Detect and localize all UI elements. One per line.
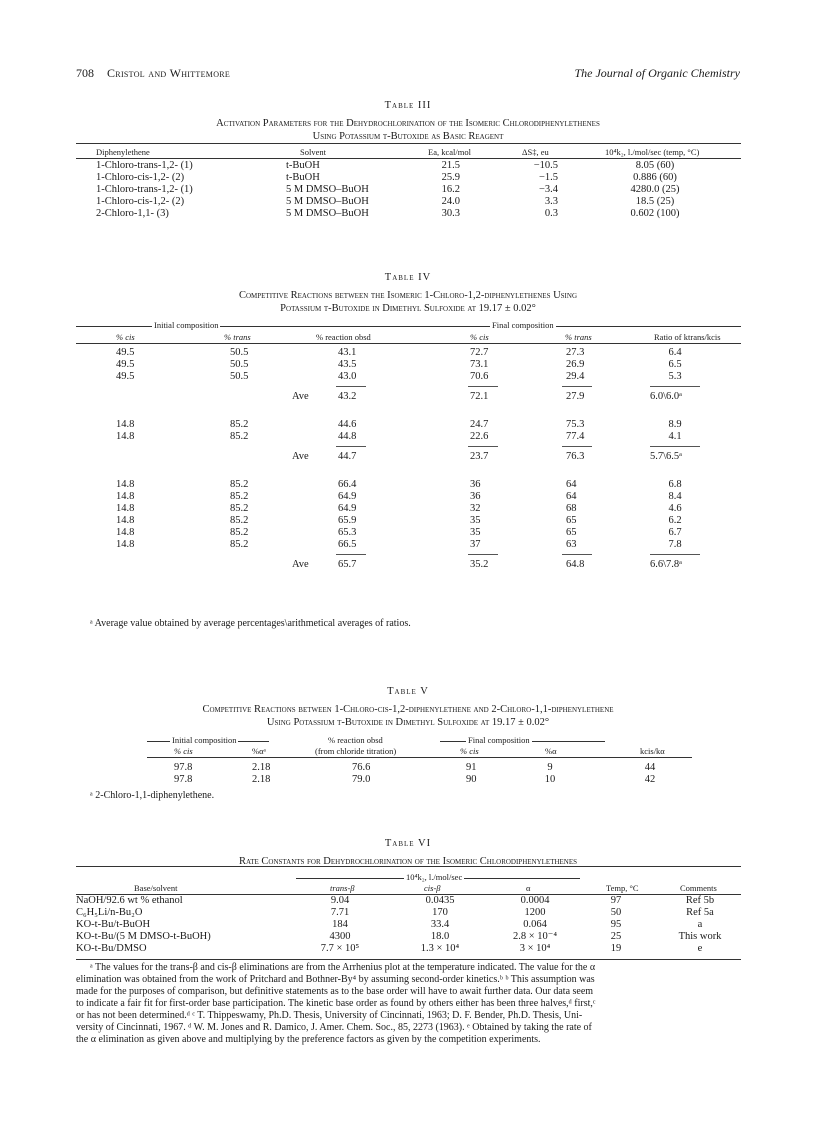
- table-cell: 0.0004: [520, 895, 550, 906]
- table-cell: 32: [470, 503, 481, 514]
- table-cell: 75.3: [566, 419, 585, 430]
- table-cell: 27.3: [566, 347, 585, 358]
- table-cell: 43.5: [338, 359, 357, 370]
- col-header: trans-β: [330, 883, 355, 893]
- table-iii: [0, 100, 816, 219]
- table-cell: 170: [432, 907, 448, 918]
- col-header: Base/solvent: [134, 883, 178, 893]
- table-cell: 49.5: [116, 371, 135, 382]
- table-caption: Using Potassium t-Butoxide in Dimethyl Sulfoxide at 19.17 ± 0.02°: [266, 717, 550, 728]
- table-cell: 7.8: [668, 539, 682, 550]
- table-cell: 30.3: [441, 208, 460, 219]
- rule: [650, 554, 700, 555]
- rule: [336, 386, 366, 387]
- table-cell: e: [697, 943, 703, 954]
- table-cell: 65: [566, 527, 577, 538]
- table-row: [0, 359, 816, 371]
- table-cell: 64: [566, 479, 577, 490]
- table-cell: 6.0\6.0ᵃ: [650, 391, 683, 402]
- table-row: [0, 943, 816, 955]
- table-cell: 85.2: [230, 503, 249, 514]
- table-cell: 65.3: [338, 527, 357, 538]
- table-cell: 8.9: [668, 419, 682, 430]
- table-cell: 90: [466, 774, 477, 785]
- table-footnote: ᵃ Average value obtained by average percentages\arithmetical averages of ratios.: [90, 618, 411, 629]
- col-header: α: [526, 883, 531, 893]
- table-cell: 2.18: [252, 774, 271, 785]
- table-title: Table IV: [384, 272, 432, 283]
- table-cell: 1-Chloro-cis-1,2- (2): [96, 196, 185, 207]
- table-cell: Ave: [292, 391, 309, 402]
- table-cell: 65.7: [338, 559, 357, 570]
- table-cell: KO-t-Bu/t-BuOH: [76, 919, 151, 930]
- table-cell: 43.0: [338, 371, 357, 382]
- col-header: %αᵃ: [252, 746, 266, 756]
- table-row: [0, 172, 816, 184]
- table-cell: 44: [644, 762, 656, 773]
- table-cell: 1-Chloro-trans-1,2- (1): [96, 184, 193, 195]
- col-header: Ratio of ktrans/kcis: [654, 332, 721, 342]
- table-iv: [0, 272, 816, 629]
- table-row: [0, 774, 816, 786]
- table-cell: 66.4: [338, 479, 357, 490]
- table-cell: 14.8: [116, 539, 135, 550]
- rule: [336, 554, 366, 555]
- table-cell: 85.2: [230, 515, 249, 526]
- table-row: [0, 160, 816, 172]
- table-cell: −1.5: [538, 172, 558, 183]
- table-cell: 64.9: [338, 503, 357, 514]
- table-cell: 25: [610, 931, 622, 942]
- table-caption: Competitive Reactions between the Isomeric 1-Chloro-1,2-diphenylethenes Using: [238, 290, 577, 301]
- table-cell: 3.3: [544, 196, 558, 207]
- col-header: % trans: [565, 332, 592, 342]
- table-cell: 22.6: [470, 431, 489, 442]
- table-row: [0, 762, 816, 774]
- table-cell: 4.1: [668, 431, 682, 442]
- group-label: Final composition: [468, 735, 530, 745]
- table-cell: 97: [610, 895, 622, 906]
- table-cell: 2.18: [252, 762, 271, 773]
- rule: [468, 554, 498, 555]
- rule: [650, 446, 700, 447]
- table-cell: 19: [610, 943, 622, 954]
- running-header-left: [76, 66, 230, 81]
- col-header: % cis: [116, 332, 135, 342]
- table-cell: 14.8: [116, 527, 135, 538]
- page-number: 708: [76, 66, 94, 80]
- table-cell: 4300: [329, 931, 351, 942]
- table-cell: 14.8: [116, 503, 135, 514]
- table-cell: 1.3 × 10⁴: [420, 943, 460, 954]
- table-row: [0, 491, 816, 503]
- table-cell: 6.7: [668, 527, 682, 538]
- table-header: [0, 745, 816, 757]
- table-cell: −3.4: [538, 184, 558, 195]
- table-cell: 5 M DMSO–BuOH: [286, 196, 369, 207]
- table-cell: 33.4: [430, 919, 450, 930]
- table-row: [0, 419, 816, 431]
- table-cell: 64.9: [338, 491, 357, 502]
- table-cell: 24.7: [470, 419, 489, 430]
- table-cell: 0.064: [523, 919, 547, 930]
- table-cell: 35: [470, 527, 481, 538]
- table-cell: 6.5: [668, 359, 682, 370]
- col-header: cis-β: [424, 883, 441, 893]
- table-title: Table III: [384, 100, 432, 111]
- table-header: [0, 882, 816, 894]
- table-cell: 7.71: [330, 907, 350, 918]
- table-title: Table VI: [384, 838, 432, 849]
- table-cell: 73.1: [470, 359, 489, 370]
- col-header: ΔS‡, eu: [522, 147, 549, 157]
- table-cell: 9: [547, 762, 553, 773]
- table-cell: 50: [610, 907, 622, 918]
- table-caption: Activation Parameters for the Dehydrochlorination of the Isomeric Chlorodiphenylethenes: [216, 118, 600, 129]
- table-cell: 18.5 (25): [635, 196, 675, 207]
- table-cell: 66.5: [338, 539, 357, 550]
- table-footnote-line: to indicate a fair fit for first-order base participation. The kinetic base order as found by others either has been three halves,ᵈ first,ᶜ: [76, 998, 596, 1009]
- table-cell: 70.6: [470, 371, 489, 382]
- table-cell: 37: [470, 539, 481, 550]
- rule: [76, 143, 741, 144]
- table-cell: KO-t-Bu/(5 M DMSO-t-BuOH): [76, 931, 211, 942]
- table-cell: 14.8: [116, 515, 135, 526]
- table-row: [0, 347, 816, 359]
- table-row: [0, 895, 816, 907]
- table-vi: [0, 838, 816, 1045]
- table-cell: 85.2: [230, 539, 249, 550]
- table-cell: 35: [470, 515, 481, 526]
- table-cell: 85.2: [230, 479, 249, 490]
- col-header: Ea, kcal/mol: [428, 147, 471, 157]
- table-cell: 23.7: [470, 451, 489, 462]
- col-header: % reaction obsd: [316, 332, 371, 342]
- table-cell: 14.8: [116, 419, 135, 430]
- table-cell: 44.7: [338, 451, 357, 462]
- table-cell: 4280.0 (25): [630, 184, 680, 195]
- table-cell: 65: [566, 515, 577, 526]
- table-cell: KO-t-Bu/DMSO: [76, 943, 147, 954]
- table-cell: 6.4: [668, 347, 682, 358]
- table-cell: 184: [332, 919, 348, 930]
- table-header: [0, 331, 816, 343]
- table-row: [0, 539, 816, 551]
- table-cell: 25.9: [441, 172, 460, 183]
- table-cell: 36: [470, 479, 481, 490]
- table-cell: 65.9: [338, 515, 357, 526]
- table-caption: Potassium t-Butoxide in Dimethyl Sulfoxide at 19.17 ± 0.02°: [280, 303, 536, 314]
- table-cell: 5 M DMSO–BuOH: [286, 208, 369, 219]
- table-row: [0, 515, 816, 527]
- table-cell: 26.9: [566, 359, 585, 370]
- table-footnote-line: ᵃ The values for the trans-β and cis-β eliminations are from the Arrhenius plot at the temperature indicated. The value for the α: [90, 962, 596, 973]
- table-footnote-line: elimination was obtained from the work of Pritchard and Bothner-By⁴ by assuming second-order kinetics.ᵇ ᵇ This assumption was: [76, 974, 595, 985]
- rule: [76, 866, 741, 867]
- col-header: kcis/kα: [640, 746, 665, 756]
- table-cell: 77.4: [566, 431, 585, 442]
- table-cell: 72.1: [470, 391, 489, 402]
- rule: [562, 386, 592, 387]
- journal-name: The Journal of Organic Chemistry: [574, 66, 740, 80]
- table-row: [0, 919, 816, 931]
- table-cell: 5.7\6.5ᵃ: [650, 451, 683, 462]
- table-cell: 64.8: [566, 559, 585, 570]
- table-caption: Rate Constants for Dehydrochlorination of the Isomeric Chlorodiphenylethenes: [238, 856, 578, 867]
- rule: [562, 554, 592, 555]
- table-footnote: ᵃ 2-Chloro-1,1-diphenylethene.: [90, 790, 215, 801]
- table-cell: 91: [466, 762, 477, 773]
- col-header: (from chloride titration): [315, 746, 397, 756]
- rule: [76, 158, 741, 159]
- table-cell: This work: [678, 931, 722, 942]
- table-cell: 50.5: [230, 359, 249, 370]
- table-cell: 64: [566, 491, 577, 502]
- table-cell: 97.8: [174, 762, 193, 773]
- table-caption: Competitive Reactions between 1-Chloro-cis-1,2-diphenylethene and 2-Chloro-1,1-diphenylethene: [202, 704, 614, 715]
- table-row: [0, 208, 816, 220]
- table-cell: 85.2: [230, 527, 249, 538]
- table-cell: 3 × 10⁴: [519, 943, 551, 954]
- rule: [468, 386, 498, 387]
- table-cell: 4.6: [668, 503, 682, 514]
- col-header: Diphenylethene: [96, 147, 150, 157]
- table-cell: 6.2: [668, 515, 682, 526]
- table-cell: 5 M DMSO–BuOH: [286, 184, 369, 195]
- rule: [336, 446, 366, 447]
- table-cell: 1-Chloro-trans-1,2- (1): [96, 160, 193, 171]
- table-cell: 6.8: [668, 479, 682, 490]
- table-footnote-line: made for the purposes of comparison, but definitive statements as to the base order will have to await further data. Our data seem: [76, 986, 594, 997]
- table-cell: 72.7: [470, 347, 489, 358]
- table-cell: Ref 5b: [685, 895, 715, 906]
- table-cell: 8.4: [668, 491, 682, 502]
- table-cell: 6.6\7.8ᵃ: [650, 559, 683, 570]
- table-footnote-line: or has not been determined.ᵈ ᶜ T. Thippeswamy, Ph.D. Thesis, University of Cincinnati, 1963; D. F. Bender, Ph.D. Thesis, Uni-: [76, 1010, 583, 1021]
- table-cell: t-BuOH: [286, 172, 320, 183]
- table-cell: 85.2: [230, 419, 249, 430]
- table-cell: 0.886 (60): [633, 172, 677, 183]
- table-cell: 1-Chloro-cis-1,2- (2): [96, 172, 185, 183]
- col-header: 10⁴k₂, l./mol/sec (temp, °C): [605, 147, 700, 157]
- table-cell: 14.8: [116, 491, 135, 502]
- col-header: % cis: [470, 332, 489, 342]
- table-row: [0, 431, 816, 443]
- table-cell: 49.5: [116, 347, 135, 358]
- table-cell: 14.8: [116, 479, 135, 490]
- group-label: 10⁴k₂, l./mol/sec: [406, 872, 463, 882]
- col-header: Temp, °C: [606, 883, 639, 893]
- table-cell: t-BuOH: [286, 160, 320, 171]
- table-cell: 0.3: [544, 208, 558, 219]
- table-cell: 43.1: [338, 347, 357, 358]
- table-cell: 79.0: [352, 774, 371, 785]
- table-cell: 24.0: [441, 196, 460, 207]
- authors: Cristol and Whittemore: [107, 66, 231, 80]
- table-cell: 50.5: [230, 371, 249, 382]
- table-cell: C₆H₅Li/n-Bu₂O: [76, 907, 143, 918]
- table-footnote-line: the α elimination as given above and multiplying by the preference factors as given by the competition experiments.: [76, 1034, 541, 1045]
- col-header: Comments: [680, 883, 717, 893]
- table-cell: 85.2: [230, 491, 249, 502]
- table-row: [0, 559, 816, 571]
- col-header: % cis: [174, 746, 193, 756]
- table-row: [0, 196, 816, 208]
- table-footnote-line: versity of Cincinnati, 1967. ᵈ W. M. Jones and R. Damico, J. Amer. Chem. Soc., 85, 2273 (1963). ᵉ Obtained by taking the rate of: [76, 1022, 592, 1033]
- rule: [468, 446, 498, 447]
- table-cell: 85.2: [230, 431, 249, 442]
- table-cell: 44.6: [338, 419, 357, 430]
- rule: [76, 343, 741, 344]
- table-cell: 14.8: [116, 431, 135, 442]
- col-header: Solvent: [300, 147, 326, 157]
- table-cell: 97.8: [174, 774, 193, 785]
- table-cell: 35.2: [470, 559, 489, 570]
- group-label: % reaction obsd: [328, 735, 383, 745]
- col-header: % cis: [460, 746, 479, 756]
- table-cell: 36: [470, 491, 481, 502]
- table-cell: 0.0435: [425, 895, 455, 906]
- table-row: [0, 184, 816, 196]
- table-cell: 76.3: [566, 451, 585, 462]
- table-cell: 44.8: [338, 431, 357, 442]
- table-cell: 0.602 (100): [630, 208, 680, 219]
- table-cell: 18.0: [430, 931, 450, 942]
- table-cell: Ave: [292, 451, 309, 462]
- table-row: [0, 503, 816, 515]
- table-row: [0, 451, 816, 463]
- table-cell: 68: [566, 503, 577, 514]
- table-row: [0, 479, 816, 491]
- group-label: Initial composition: [172, 735, 237, 745]
- table-cell: 2-Chloro-1,1- (3): [96, 208, 169, 219]
- table-cell: 1200: [524, 907, 546, 918]
- table-row: [0, 371, 816, 383]
- table-cell: 10: [544, 774, 556, 785]
- table-v: [0, 686, 816, 801]
- table-cell: Ave: [292, 559, 309, 570]
- table-cell: 7.7 × 10⁵: [320, 943, 360, 954]
- table-cell: 27.9: [566, 391, 585, 402]
- rule: [650, 386, 700, 387]
- rule: [147, 757, 692, 758]
- table-cell: 9.04: [330, 895, 350, 906]
- table-cell: 5.3: [668, 371, 682, 382]
- table-cell: 8.05 (60): [635, 160, 675, 171]
- table-cell: 43.2: [338, 391, 357, 402]
- table-title: Table V: [387, 686, 429, 697]
- table-cell: 29.4: [566, 371, 585, 382]
- col-header: % trans: [224, 332, 251, 342]
- table-row: [0, 391, 816, 403]
- table-cell: 42: [644, 774, 656, 785]
- group-label: Initial composition: [154, 320, 219, 330]
- table-caption: Using Potassium t-Butoxide as Basic Reagent: [312, 131, 504, 142]
- table-cell: 16.2: [441, 184, 460, 195]
- table-cell: 63: [566, 539, 577, 550]
- table-cell: 76.6: [352, 762, 371, 773]
- table-cell: 49.5: [116, 359, 135, 370]
- table-cell: NaOH/92.6 wt % ethanol: [76, 895, 183, 906]
- rule: [76, 959, 741, 960]
- table-row: [0, 907, 816, 919]
- table-cell: 2.8 × 10⁻⁴: [513, 931, 557, 942]
- table-cell: a: [697, 919, 703, 930]
- table-header: [0, 146, 816, 158]
- table-cell: 50.5: [230, 347, 249, 358]
- table-cell: 95: [610, 919, 622, 930]
- table-cell: 21.5: [441, 160, 460, 171]
- table-cell: Ref 5a: [686, 907, 714, 918]
- rule: [562, 446, 592, 447]
- table-row: [0, 527, 816, 539]
- table-row: [0, 931, 816, 943]
- col-header: %α: [545, 746, 557, 756]
- group-label: Final composition: [492, 320, 554, 330]
- table-cell: −10.5: [533, 160, 558, 171]
